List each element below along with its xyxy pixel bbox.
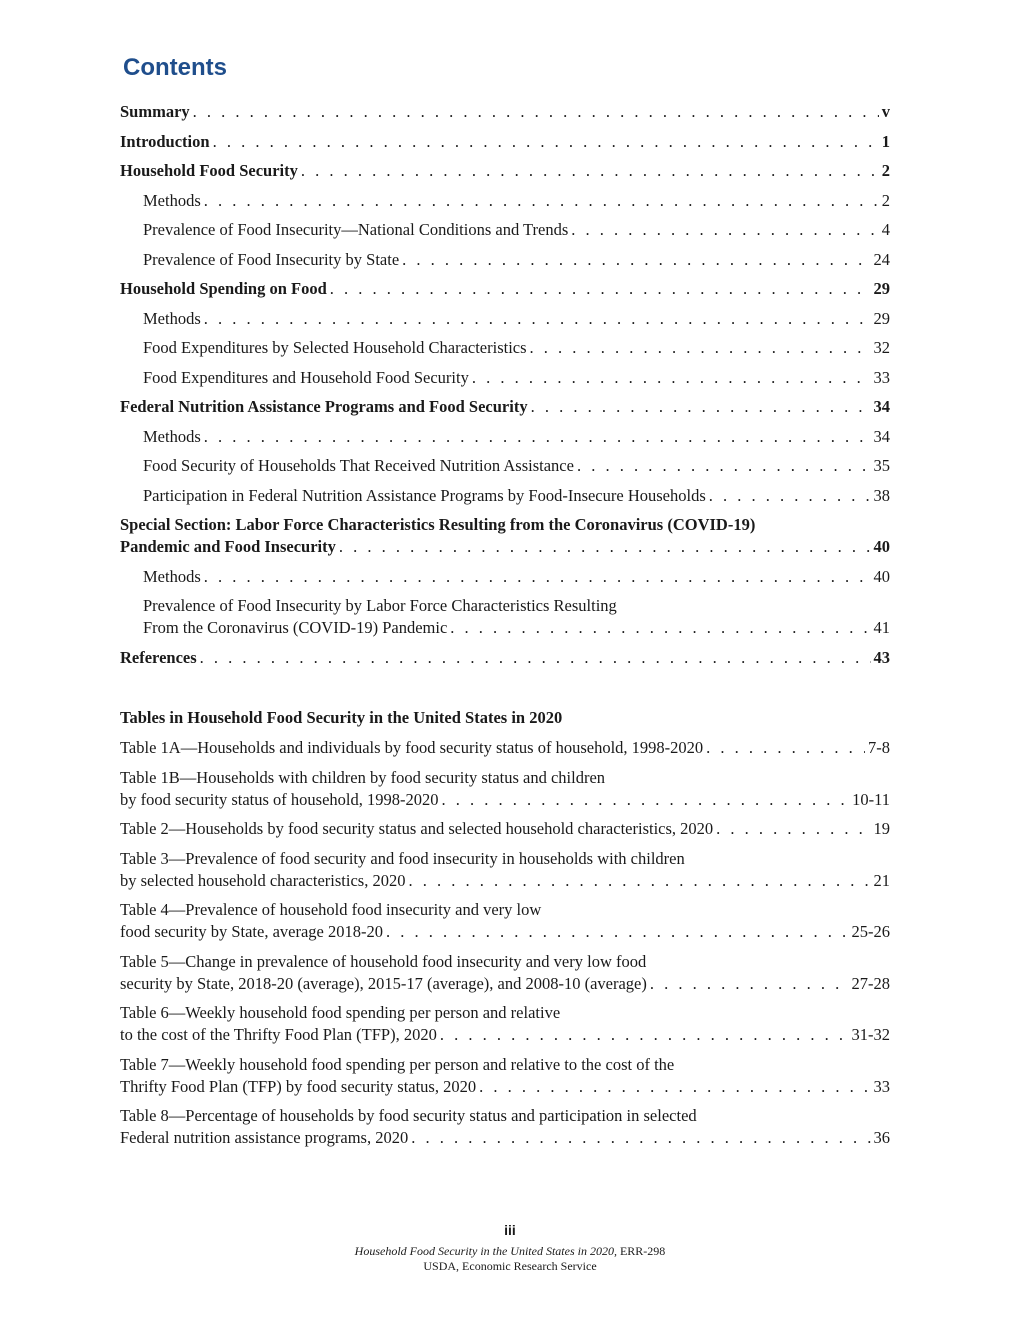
- entry-row: [120, 536, 890, 558]
- dot-leader: [709, 485, 871, 507]
- entry-page-number: 38: [873, 485, 890, 505]
- entry-page-number: 29: [873, 279, 890, 298]
- table-entry[interactable]: [120, 1105, 890, 1149]
- entry-row: [143, 566, 890, 588]
- entry-row: [120, 789, 890, 811]
- entry-row: [120, 1024, 890, 1046]
- entry-label: to the cost of the Thrifty Food Plan (TFP), 2020: [120, 1025, 437, 1044]
- entry-page-number: 21: [873, 870, 890, 890]
- entry-page-number: 2: [881, 161, 890, 180]
- dot-leader: [479, 1076, 870, 1098]
- page-title: Contents: [123, 54, 227, 81]
- entry-label: Household Food Security: [120, 161, 298, 180]
- tables-list: [120, 737, 890, 1157]
- entry-label: Food Expenditures and Household Food Security: [143, 367, 469, 387]
- toc-entry[interactable]: [120, 219, 890, 241]
- entry-title-line: Table 7—Weekly household food spending per person and relative to the cost of the: [120, 1054, 675, 1074]
- entry-page-number: 31-32: [851, 1025, 890, 1044]
- entry-title-line: Table 6—Weekly household food spending per person and relative: [120, 1003, 561, 1022]
- entry-title-line: Prevalence of Food Insecurity by Labor Force Characteristics Resulting: [143, 596, 617, 615]
- entry-page-number: 29: [873, 308, 890, 328]
- page-number: iii: [504, 1222, 516, 1238]
- table-entry[interactable]: [120, 1054, 890, 1098]
- dot-leader: [650, 973, 849, 995]
- entry-page-number: 40: [873, 566, 890, 586]
- entry-label: by food security status of household, 1998-2020: [120, 789, 439, 809]
- entry-label: Methods: [143, 426, 201, 446]
- toc-entry[interactable]: [120, 278, 890, 300]
- entry-page-number: 33: [873, 367, 890, 387]
- entry-page-number: 43: [873, 647, 890, 667]
- dot-leader: [450, 617, 870, 639]
- dot-leader: [571, 219, 878, 241]
- entry-row: [120, 131, 890, 153]
- dot-leader: [440, 1024, 849, 1046]
- dot-leader: [442, 789, 850, 811]
- entry-row: [143, 219, 890, 241]
- entry-label: Food Security of Households That Received Nutrition Assistance: [143, 456, 574, 475]
- entry-row: [120, 647, 890, 669]
- dot-leader: [301, 160, 879, 182]
- dot-leader: [472, 367, 871, 389]
- entry-page-number: 24: [873, 249, 890, 269]
- entry-title-line: Special Section: Labor Force Characteristics Resulting from the Coronavirus (COVID-19): [120, 515, 756, 534]
- dot-leader: [706, 737, 865, 759]
- entry-row: [143, 485, 890, 507]
- dot-leader: [200, 647, 871, 669]
- dot-leader: [204, 566, 871, 588]
- toc-entry[interactable]: [120, 396, 890, 418]
- entry-row: [120, 101, 890, 123]
- entry-label: Prevalence of Food Insecurity—National Conditions and Trends: [143, 220, 569, 239]
- entry-row: [120, 737, 890, 759]
- dot-leader: [204, 308, 871, 330]
- entry-title-line: Table 8—Percentage of households by food security status and participation in selected: [120, 1106, 697, 1125]
- entry-title-line: Table 3—Prevalence of food security and food insecurity in households with children: [120, 848, 685, 868]
- entry-row: [120, 278, 890, 300]
- entry-row: [120, 1076, 890, 1098]
- dot-leader: [530, 337, 871, 359]
- dot-leader: [531, 396, 871, 418]
- entry-title-line: Table 4—Prevalence of household food insecurity and very low: [120, 900, 542, 919]
- entry-page-number: 27-28: [851, 973, 890, 993]
- entry-row: [120, 973, 890, 995]
- toc-entry[interactable]: [120, 647, 890, 669]
- entry-label: Pandemic and Food Insecurity: [120, 537, 336, 556]
- entry-row: [143, 249, 890, 271]
- entry-label: Prevalence of Food Insecurity by State: [143, 249, 400, 269]
- table-entry[interactable]: [120, 951, 890, 995]
- entry-page-number: 35: [873, 456, 890, 475]
- entry-row: [120, 1127, 890, 1149]
- entry-label: Thrifty Food Plan (TFP) by food security status, 2020: [120, 1076, 477, 1096]
- citation-report-number: ERR-298: [619, 1244, 666, 1258]
- toc-entry[interactable]: [120, 160, 890, 182]
- entry-page-number: 25-26: [851, 922, 890, 941]
- entry-label: Federal nutrition assistance programs, 2020: [120, 1128, 409, 1147]
- entry-row: [143, 617, 890, 639]
- footer-citation: [0, 1244, 1020, 1274]
- entry-page-number: 36: [873, 1128, 890, 1147]
- dot-leader: [213, 131, 879, 153]
- toc-entry[interactable]: [120, 367, 890, 389]
- dot-leader: [386, 921, 848, 943]
- entry-row: [143, 455, 890, 477]
- entry-label: From the Coronavirus (COVID-19) Pandemic: [143, 618, 448, 637]
- entry-page-number: 34: [873, 426, 890, 446]
- table-entry[interactable]: [120, 1002, 890, 1046]
- entry-row: [143, 426, 890, 448]
- entry-label: Participation in Federal Nutrition Assistance Programs by Food-Insecure Households: [143, 485, 706, 505]
- dot-leader: [339, 536, 871, 558]
- entry-page-number: 32: [873, 338, 890, 357]
- entry-label: Introduction: [120, 131, 210, 151]
- toc-entry[interactable]: [120, 426, 890, 448]
- entry-row: [120, 160, 890, 182]
- toc-entry[interactable]: [120, 101, 890, 123]
- entry-row: [120, 818, 890, 840]
- entry-label: Table 1A—Households and individuals by food security status of household, 1998-2020: [120, 738, 704, 757]
- toc-entry[interactable]: [120, 514, 890, 558]
- dot-leader: [204, 190, 879, 212]
- entry-row: [143, 308, 890, 330]
- dot-leader: [411, 1127, 870, 1149]
- entry-label: References: [120, 647, 197, 667]
- toc-entry[interactable]: [120, 455, 890, 477]
- dot-leader: [402, 249, 870, 271]
- toc-entry[interactable]: [120, 566, 890, 588]
- entry-row: [120, 870, 890, 892]
- toc-entry[interactable]: [120, 308, 890, 330]
- entry-page-number: 34: [873, 397, 890, 416]
- entry-row: [120, 921, 890, 943]
- entry-page-number: 7-8: [868, 738, 890, 757]
- dot-leader: [330, 278, 871, 300]
- entry-page-number: 2: [881, 190, 890, 210]
- entry-title-line: Table 5—Change in prevalence of household food insecurity and very low food: [120, 951, 647, 971]
- entry-label: by selected household characteristics, 2020: [120, 870, 406, 890]
- toc-entry[interactable]: [120, 595, 890, 639]
- entry-label: Household Spending on Food: [120, 279, 327, 298]
- citation-publisher: USDA, Economic Research Service: [423, 1259, 597, 1273]
- entry-label: security by State, 2018-20 (average), 2015-17 (average), and 2008-10 (average): [120, 973, 647, 993]
- entry-page-number: 10-11: [852, 789, 890, 809]
- entry-row: [143, 367, 890, 389]
- entry-label: Table 2—Households by food security status and selected household characteristics, 2020: [120, 819, 714, 838]
- toc-entry[interactable]: [120, 337, 890, 359]
- tables-list-heading: Tables in Household Food Security in the United States in 2020: [120, 708, 563, 727]
- dot-leader: [577, 455, 871, 477]
- entry-label: Federal Nutrition Assistance Programs and Food Security: [120, 397, 528, 416]
- toc-entry[interactable]: [120, 131, 890, 153]
- entry-label: food security by State, average 2018-20: [120, 922, 384, 941]
- entry-page-number: v: [881, 102, 890, 121]
- entry-page-number: 19: [873, 819, 890, 838]
- entry-label: Summary: [120, 102, 190, 121]
- entry-row: [143, 337, 890, 359]
- table-entry[interactable]: [120, 848, 890, 892]
- entry-page-number: 4: [881, 220, 890, 239]
- entry-title-line: Table 1B—Households with children by food security status and children: [120, 767, 606, 787]
- toc-entry[interactable]: [120, 485, 890, 507]
- dot-leader: [193, 101, 879, 123]
- entry-label: Methods: [143, 566, 201, 586]
- toc-entry[interactable]: [120, 190, 890, 212]
- table-entry[interactable]: [120, 767, 890, 811]
- entry-label: Food Expenditures by Selected Household Characteristics: [143, 338, 527, 357]
- dot-leader: [204, 426, 871, 448]
- table-of-contents: [120, 101, 890, 676]
- table-entry[interactable]: [120, 737, 890, 759]
- table-entry[interactable]: [120, 818, 890, 840]
- entry-label: Methods: [143, 308, 201, 328]
- citation-title: Household Food Security in the United States in 2020,: [354, 1244, 617, 1258]
- toc-entry[interactable]: [120, 249, 890, 271]
- entry-page-number: 41: [873, 618, 890, 637]
- entry-label: Methods: [143, 190, 201, 210]
- entry-row: [143, 190, 890, 212]
- dot-leader: [716, 818, 870, 840]
- entry-page-number: 40: [873, 537, 890, 556]
- entry-page-number: 1: [881, 131, 890, 151]
- entry-page-number: 33: [873, 1076, 890, 1096]
- dot-leader: [408, 870, 870, 892]
- table-entry[interactable]: [120, 899, 890, 943]
- entry-row: [120, 396, 890, 418]
